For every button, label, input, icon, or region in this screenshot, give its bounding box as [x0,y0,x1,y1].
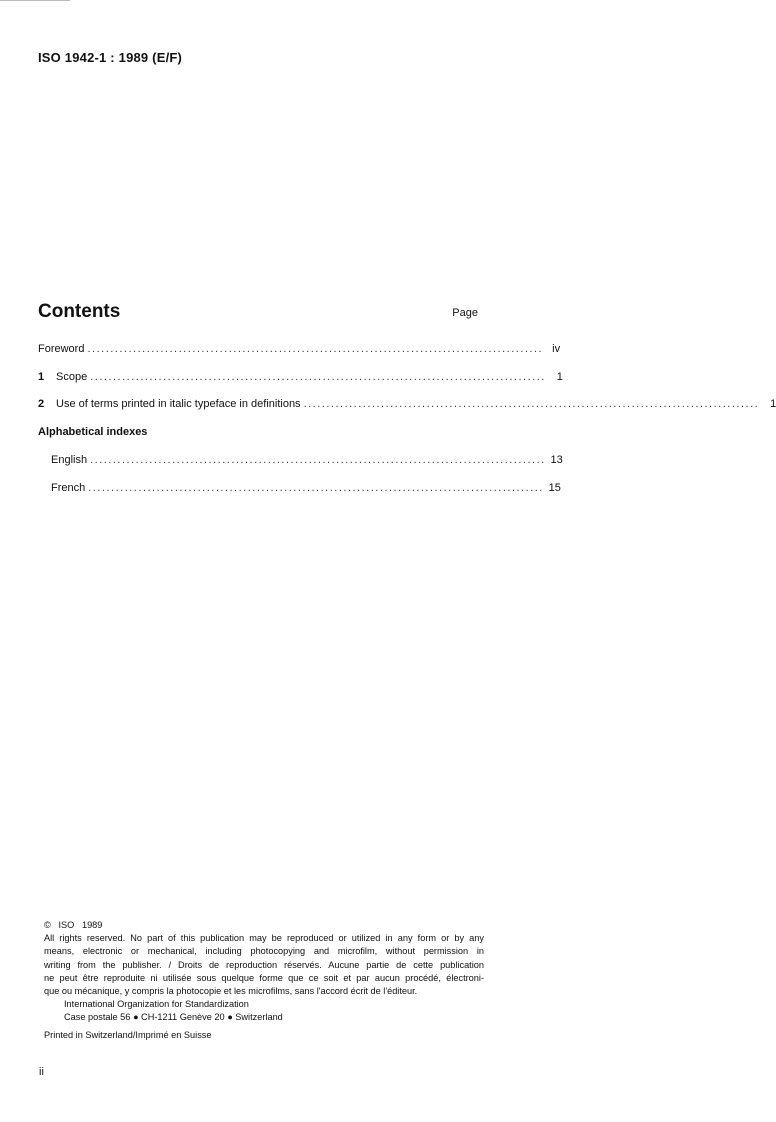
toc-leader-dots: .................................................................................................... [90,371,546,383]
toc-entry-label: Use of terms printed in italic typeface in definitions [56,398,301,410]
top-rule [0,0,70,1]
printed-in: Printed in Switzerland/Imprimé en Suisse [44,1029,212,1040]
copyright-owner: ISO [58,920,75,930]
rights-text-line: means, electronic or mechanical, including photocopying and microfilm, without permission in [44,946,484,957]
rights-text-line: que ou mécanique, y compris la photocopie et les microfilms, sans l'accord écrit de l'éditeur. [44,986,418,997]
organization-name: International Organization for Standardization [64,999,249,1010]
toc-entry-label: English [51,454,88,466]
toc-entry-label: French [51,482,86,494]
toc-entry-page: 15 [548,482,561,494]
toc-leader-dots: .................................................................................................... [303,398,760,410]
contents-title: Contents [38,301,121,322]
toc-entry-label: Foreword [38,343,85,355]
page-number: ii [39,1066,44,1078]
toc-entry-page: 13 [550,454,563,466]
toc-entry-page: 1 [770,398,776,410]
copyright-symbol: © [44,920,51,930]
toc-entry-page: 1 [556,371,563,383]
document-id: ISO 1942-1 : 1989 (E/F) [38,50,183,65]
copyright-line [44,919,484,932]
toc-entry-label: Scope [56,371,88,383]
toc-entry-italic-terms[interactable] [38,398,776,410]
toc-entry-number: 1 [38,371,45,383]
toc-entry-french-index[interactable] [51,482,561,494]
rights-text-line: ne peut être reproduite ni utilisée sous quelque forme que ce soit et par aucun procédé, électroni- [44,972,484,983]
organization-address: Case postale 56 ● CH-1211 Genève 20 ● Switzerland [64,1012,283,1023]
toc-leader-dots: .................................................................................................... [90,454,546,466]
rights-text-line: All rights reserved. No part of this publication may be reproduced or utilized in any form or by any [44,933,484,944]
toc-entry-foreword[interactable] [38,343,561,355]
alphabetical-indexes-heading: Alphabetical indexes [38,426,148,438]
toc-leader-dots: .................................................................................................... [87,343,544,355]
toc-entry-english-index[interactable] [51,454,563,466]
page-column-label: Page [452,307,478,319]
copyright-year: 1989 [81,920,103,930]
toc-entry-number: 2 [38,398,45,410]
copyright-notice [44,919,484,1042]
toc-leader-dots: .................................................................................................... [88,482,544,494]
toc-entry-page: iv [552,343,561,355]
rights-text-line: writing from the publisher. / Droits de reproduction réservés. Aucune partie de cette publication [44,959,484,970]
toc-entry-scope[interactable] [38,371,563,383]
